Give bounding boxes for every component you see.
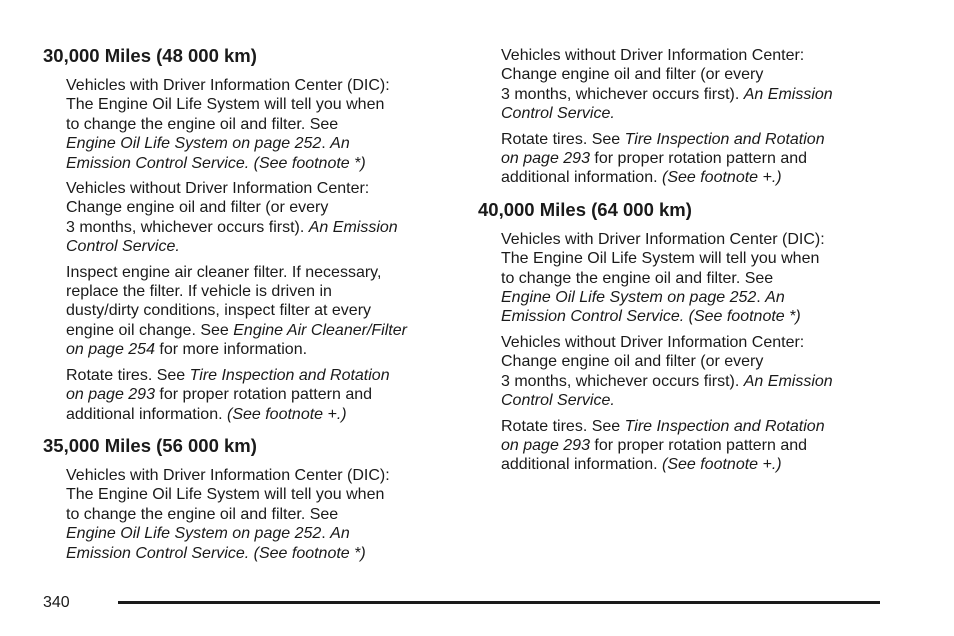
cross-reference-link[interactable]: on page 293: [66, 386, 155, 404]
cross-reference-link[interactable]: An Emission: [743, 85, 833, 103]
section-35000-miles: [43, 434, 458, 563]
cross-reference-link[interactable]: An Emission: [743, 372, 833, 390]
footnote-ref: (See footnote +.): [661, 456, 782, 474]
cross-reference-link[interactable]: Tire Inspection and Rotation: [189, 366, 390, 384]
section-30000-miles: [43, 44, 458, 424]
paragraph-rotate-tires: Rotate tires. See Tire Inspection and Rotation on page 293 for proper rotation pattern and additional information. (See footnote +.): [66, 366, 390, 423]
paragraph-dic-oil-life: Vehicles with Driver Information Center (DIC): The Engine Oil Life System will tell you when to change the engine oil and filter. See Engine Oil Life System on page 252. An Emission Control Service. (See footnote *): [501, 230, 825, 326]
footnote-ref: (See footnote *): [253, 154, 366, 172]
paragraph-air-cleaner: Inspect engine air cleaner filter. If necessary, replace the filter. If vehicle is driven in dusty/dirty conditions, inspect filter at every engine oil change. See Engine Air Cleaner/Filter on page 254 for more information.: [66, 263, 407, 359]
paragraph-no-dic-oil-change: Vehicles without Driver Information Center: Change engine oil and filter (or every 3 months, whichever occurs first). An Emission Control Service.: [501, 333, 833, 410]
cross-reference-link[interactable]: Engine Air Cleaner/Filter: [233, 321, 407, 339]
left-column: [43, 44, 458, 573]
cross-reference-link[interactable]: on page 293: [501, 436, 590, 454]
section-heading: 30,000 Miles (48 000 km): [43, 45, 257, 66]
footnote-ref: (See footnote +.): [226, 405, 347, 423]
footnote-ref: (See footnote +.): [661, 169, 782, 187]
cross-reference-link[interactable]: Control Service.: [501, 105, 615, 123]
cross-reference-link[interactable]: Tire Inspection and Rotation: [624, 130, 825, 148]
paragraph-rotate-tires: Rotate tires. See Tire Inspection and Rotation on page 293 for proper rotation pattern and additional information. (See footnote +.): [501, 417, 825, 474]
cross-reference-link[interactable]: Engine Oil Life System on page 252: [501, 289, 757, 307]
footer-rule: [118, 601, 880, 604]
cross-reference-link[interactable]: Emission Control Service: [66, 544, 245, 562]
section-30000-continued: [478, 46, 898, 188]
section-heading: 35,000 Miles (56 000 km): [43, 434, 257, 456]
cross-reference-link[interactable]: on page 254: [66, 341, 155, 359]
paragraph-dic-oil-life: Vehicles with Driver Information Center (DIC): The Engine Oil Life System will tell you when to change the engine oil and filter. See Engine Oil Life System on page 252. An Emission Control Service. (See footnote *): [66, 466, 390, 562]
cross-reference-link[interactable]: Engine Oil Life System on page 252: [66, 135, 322, 153]
cross-reference-link[interactable]: on page 293: [501, 150, 590, 168]
cross-reference-link[interactable]: Emission Control Service. (See footnote *): [501, 308, 801, 326]
section-40000-miles: [478, 198, 898, 475]
cross-reference-link[interactable]: Tire Inspection and Rotation: [624, 417, 825, 435]
paragraph-no-dic-oil-change: Vehicles without Driver Information Center: Change engine oil and filter (or every 3 months, whichever occurs first). An Emission Control Service.: [66, 180, 398, 256]
page-number: 340: [43, 594, 70, 611]
right-column: [478, 46, 898, 485]
cross-reference-link[interactable]: Control Service.: [501, 392, 615, 410]
cross-reference-link[interactable]: Emission Control Service: [66, 154, 245, 172]
cross-reference-link[interactable]: An Emission: [308, 218, 398, 236]
footnote-ref: (See footnote *): [253, 544, 366, 562]
cross-reference-link[interactable]: Engine Oil Life System on page 252: [66, 525, 322, 543]
paragraph-dic-oil-life: Vehicles with Driver Information Center (DIC): The Engine Oil Life System will tell you when to change the engine oil and filter. See Engine Oil Life System on page 252. An Emission Control Service. (See footnote *): [66, 77, 390, 172]
paragraph-no-dic-oil-change: Vehicles without Driver Information Center: Change engine oil and filter (or every 3 months, whichever occurs first). An Emission Control Service.: [501, 47, 833, 123]
paragraph-rotate-tires: Rotate tires. See Tire Inspection and Rotation on page 293 for proper rotation pattern and additional information. (See footnote +.): [501, 130, 825, 187]
cross-reference-link[interactable]: Control Service.: [66, 238, 180, 256]
section-heading: 40,000 Miles (64 000 km): [478, 198, 692, 220]
